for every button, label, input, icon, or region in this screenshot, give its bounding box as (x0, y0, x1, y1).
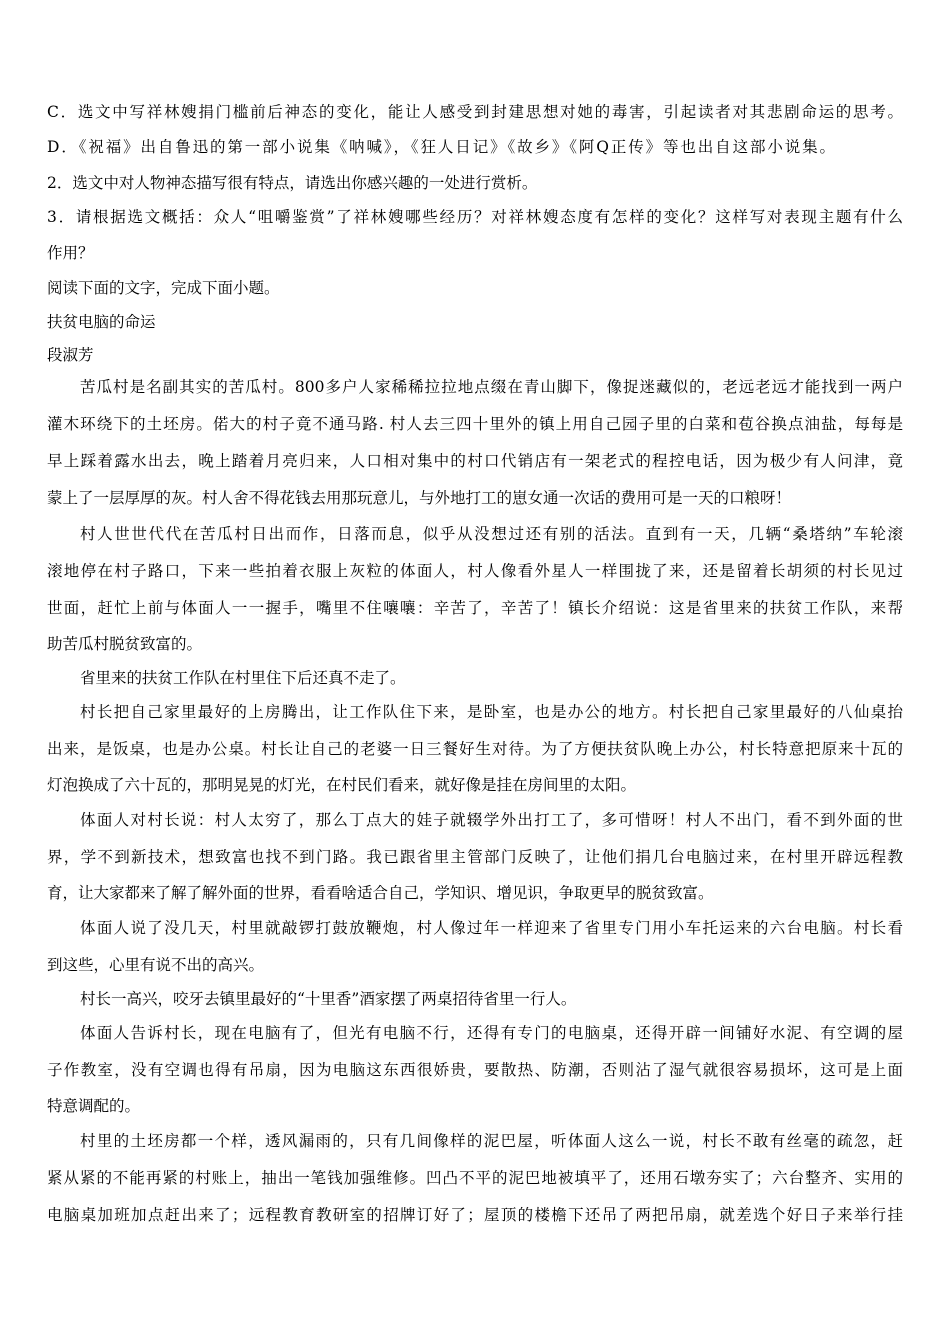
article-line: 电脑桌加班加点赶出来了；远程教育教研室的招牌订好了；屋顶的楼檐下还吊了两把吊扇，就差选个好日子来举行挂 (47, 1206, 903, 1224)
article-line: 滚地停在村子路口，下来一些拍着衣服上灰粒的体面人，村人像看外星人一样围拢了来，还是留着长胡须的村长见过 (47, 562, 903, 580)
article-author: 段淑芳 (47, 346, 94, 364)
article-line: 紧从紧的不能再紧的村账上，抽出一笔钱加强维修。凹凸不平的泥巴地被填平了，还用石墩夯实了；六台整齐、实用的 (47, 1169, 903, 1187)
question-option-d: D．《祝福》出自鲁迅的第一部小说集《呐喊》，《狂人日记》《故乡》《阿Q正传》等也出自这部小说集。 (47, 138, 835, 156)
article-line: 村长一高兴，咬牙去镇里最好的“十里香”酒家摆了两桌招待省里一行人。 (80, 990, 577, 1008)
article-title: 扶贫电脑的命运 (47, 313, 156, 331)
question-2: 2．选文中对人物神态描写很有特点，请选出你感兴趣的一处进行赏析。 (47, 174, 538, 192)
article-line: 蒙上了一层厚厚的灰。村人舍不得花钱去用那玩意儿，与外地打工的崽女通一次话的费用可是一天的口粮呀！ (47, 489, 792, 507)
article-line: 体面人告诉村长，现在电脑有了，但光有电脑不行，还得有专门的电脑桌，还得开辟一间铺好水泥、有空调的屋 (80, 1024, 903, 1042)
article-line: 体面人说了没几天，村里就敲锣打鼓放鞭炮，村人像过年一样迎来了省里专门用小车托运来的六台电脑。村长看 (80, 919, 903, 937)
article-line: 子作教室，没有空调也得有吊扇，因为电脑这东西很娇贵，要散热、防潮，否则沾了湿气就很容易损坏，这可是上面 (47, 1061, 903, 1079)
article-line: 村长把自己家里最好的上房腾出，让工作队住下来，是卧室，也是办公的地方。村长把自己家里最好的八仙桌抬 (80, 703, 903, 721)
question-option-c: C．选文中写祥林嫂捐门槛前后神态的变化，能让人感受到封建思想对她的毒害，引起读者对其悲剧命运的思考。 (47, 103, 903, 121)
article-line: 村人世世代代在苦瓜村日出而作，日落而息，似乎从没想过还有别的活法。直到有一天，几辆“桑塔纳”车轮滚 (80, 525, 903, 543)
reading-instruction: 阅读下面的文字，完成下面小题。 (47, 279, 280, 297)
article-line: 苦瓜村是名副其实的苦瓜村。800多户人家稀稀拉拉地点缀在青山脚下，像捉迷藏似的，老远老远才能找到一两户 (80, 378, 903, 396)
article-line: 体面人对村长说：村人太穷了，那么丁点大的娃子就辍学外出打工了，多可惜呀！村人不出门，看不到外面的世 (80, 811, 903, 829)
article-line: 灌木环绕下的土坯房。偌大的村子竟不通马路. 村人去三四十里外的镇上用自己园子里的白菜和苞谷换点油盐，每每是 (47, 415, 903, 433)
article-line: 灯泡换成了六十瓦的，那明晃晃的灯光，在村民们看来，就好像是挂在房间里的太阳。 (47, 776, 637, 794)
question-3-line-2: 作用？ (47, 244, 94, 262)
article-line: 特意调配的。 (47, 1097, 141, 1115)
article-line: 界，学不到新技术，想致富也找不到门路。我已跟省里主管部门反映了，让他们捐几台电脑过来，在村里开辟远程教 (47, 848, 903, 866)
article-line: 早上踩着露水出去，晚上踏着月亮归来，人口相对集中的村口代销店有一架老式的程控电话，因为极少有人问津，竟 (47, 452, 903, 470)
article-line: 村里的土坯房都一个样，透风漏雨的，只有几间像样的泥巴屋，听体面人这么一说，村长不敢有丝毫的疏忽，赶 (80, 1132, 903, 1150)
article-line: 育，让大家都来了解了解外面的世界，看看啥适合自己，学知识、增见识，争取更早的脱贫致富。 (47, 884, 714, 902)
article-line: 到这些，心里有说不出的高兴。 (47, 956, 265, 974)
article-line: 出来，是饭桌，也是办公桌。村长让自己的老婆一日三餐好生对待。为了方便扶贫队晚上办公，村长特意把原来十瓦的 (47, 740, 903, 758)
question-3-line-1: 3．请根据选文概括：众人“咀嚼鉴赏”了祥林嫂哪些经历？对祥林嫂态度有怎样的变化？这样写对表现主题有什么 (47, 208, 903, 226)
article-line: 省里来的扶贫工作队在村里住下后还真不走了。 (80, 669, 406, 687)
article-line: 世面，赶忙上前与体面人一一握手，嘴里不住嚷嚷：辛苦了，辛苦了！镇长介绍说：这是省里来的扶贫工作队，来帮 (47, 599, 903, 617)
article-line: 助苦瓜村脱贫致富的。 (47, 635, 203, 653)
